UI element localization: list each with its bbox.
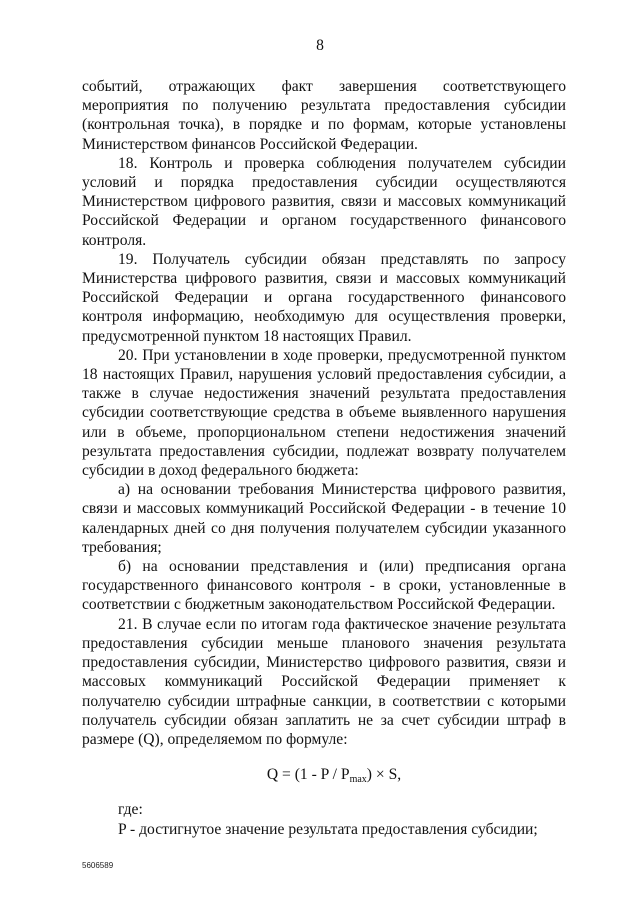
paragraph-20: 20. При установлении в ходе проверки, предусмотренной пунктом 18 настоящих Правил, нарушения условий предоставления субсидии, а также в случае недостижения значений результата предоставления субсидии соответствующие средства в объеме выявленного нарушения или в объеме, пропорциональном степени недостижения значений результата предоставления субсидии, подлежат возврату получателем субсидии в доход федерального бюджета: [82, 346, 566, 480]
page-number: 8 [316, 37, 324, 54]
document-code: 5606589 [82, 861, 114, 870]
subparagraph-a: а) на основании требования Министерства цифрового развития, связи и массовых коммуникаций Российской Федерации - в течение 10 календарных дней со дня получения получателем субсидии указанного требования; [82, 481, 566, 556]
paragraph-19: 19. Получатель субсидии обязан представлять по запросу Министерства цифрового развития, связи и массовых коммуникаций Российской Федерации и органа государственного финансового контроля информацию, необходимую для осуществления проверки, предусмотренной пунктом 18 настоящих Правил. [82, 250, 566, 345]
formula-suffix: ) × S, [366, 766, 402, 784]
formula-prefix: Q = (1 - P / P [266, 766, 350, 784]
paragraph-18: 18. Контроль и проверка соблюдения получателем субсидии условий и порядка предоставления субсидии осуществляются Министерством цифрового развития, связи и массовых коммуникаций Российской Федерации и органом государственного финансового контроля. [82, 154, 566, 249]
where-label: где: [118, 801, 143, 819]
document-body [82, 77, 566, 839]
penalty-formula [82, 765, 566, 784]
definition-p: P - достигнутое значение результата предоставления субсидии; [118, 820, 538, 838]
subparagraph-b: б) на основании представления и (или) предписания органа государственного финансового контроля - в сроки, установленные в соответствии с бюджетным законодательством Российской Федерации. [82, 558, 566, 614]
paragraph-continuation: событий, отражающих факт завершения соответствующего мероприятия по получению результата предоставления субсидии (контрольная точка), в порядке и по формам, которые установлены Министерством финансов Российской Федерации. [82, 78, 566, 153]
formula-subscript: max [349, 774, 367, 786]
paragraph-21: 21. В случае если по итогам года фактическое значение результата предоставления субсидии меньше планового значения результата предоставления субсидии, Министерство цифрового развития, связи и массовых коммуникаций Российской Федерации применяет к получателю субсидии штрафные санкции, в соответствии с которыми получатель субсидии обязан заплатить не за счет субсидии штраф в размере (Q), определяемом по формуле: [82, 615, 566, 748]
